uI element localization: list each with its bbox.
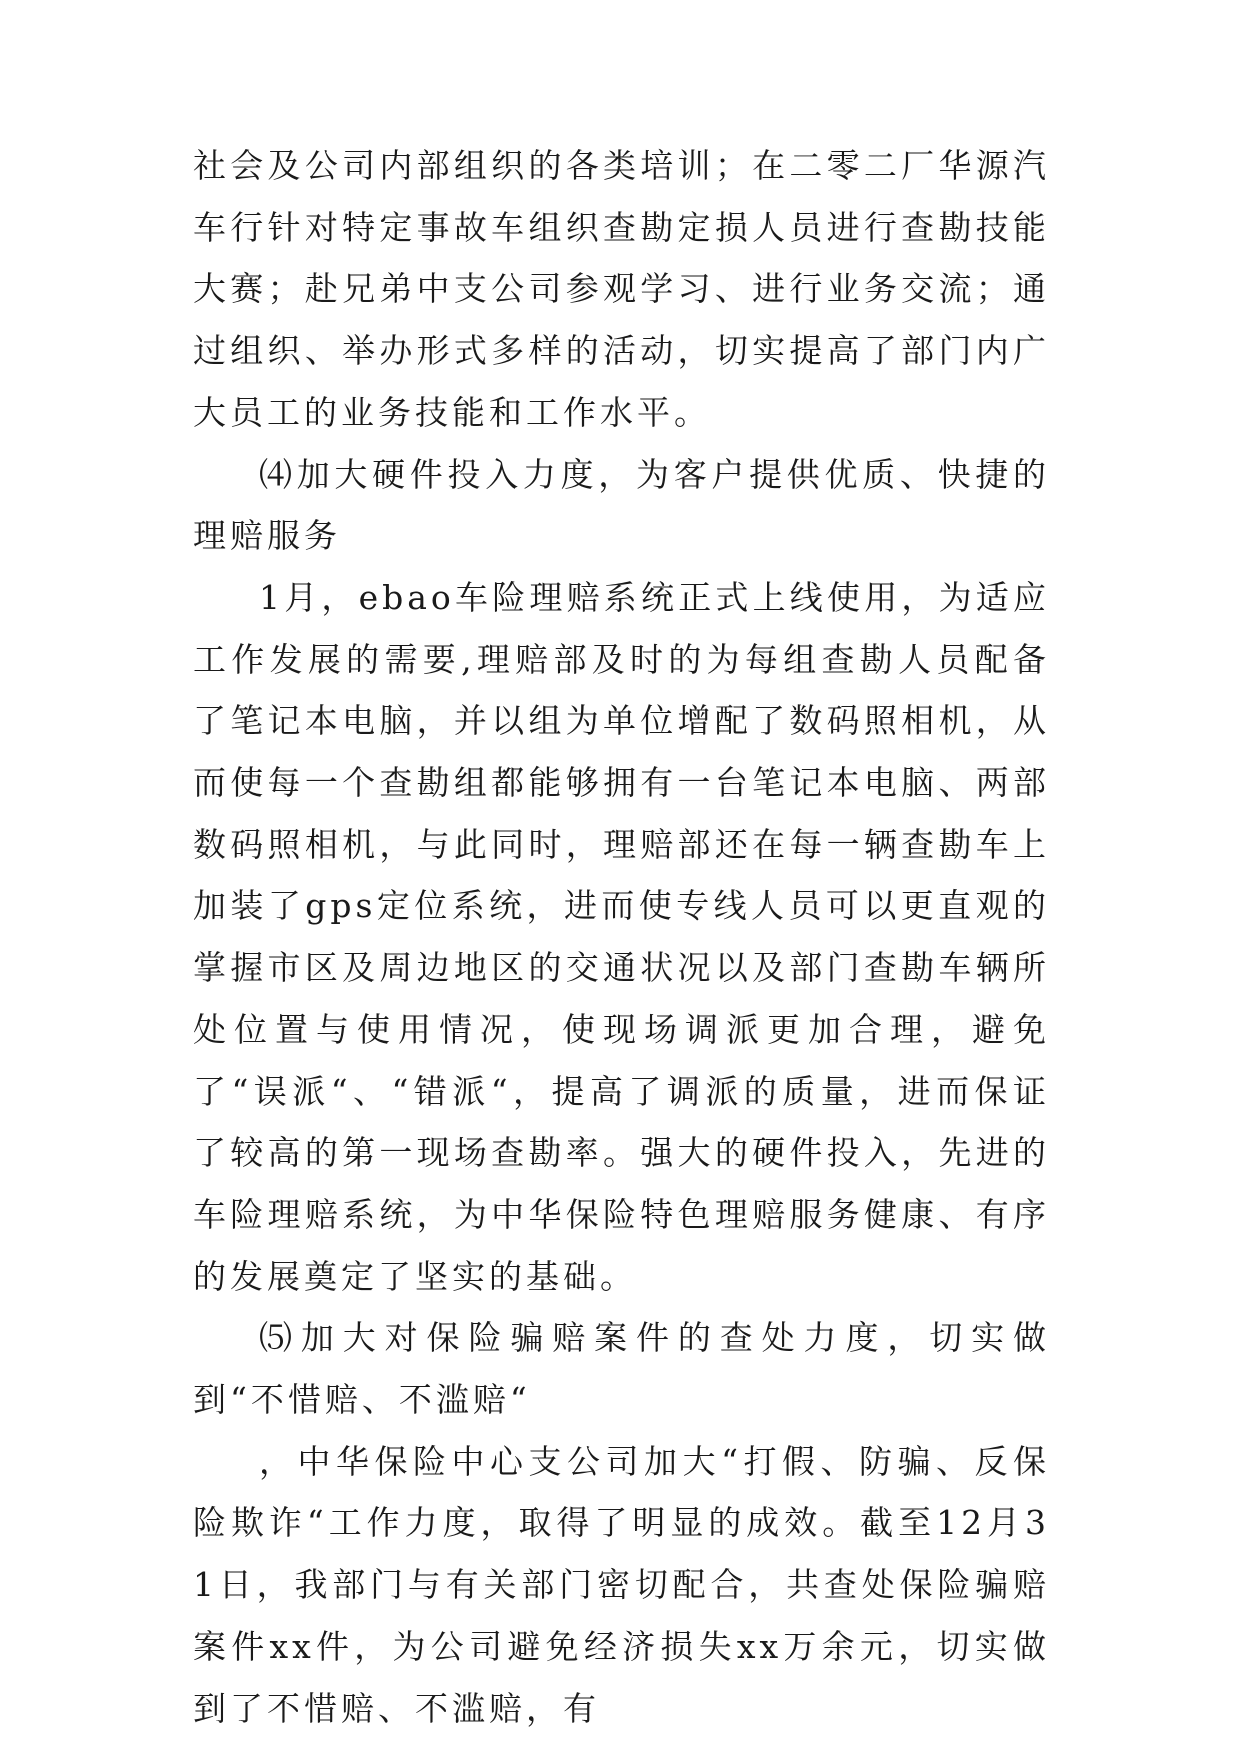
paragraph-fraud-investigation: ，中华保险中心支公司加大“打假、防骗、反保险欺诈“工作力度，取得了明显的成效。截至12月31日，我部门与有关部门密切配合，共查处保险骗赔案件xx件，为公司避免经济损失xx万余元，切实做到了不惜赔、不滥赔，有 (193, 1441, 1050, 1728)
paragraph-heading-hardware: ⑷加大硬件投入力度，为客户提供优质、快捷的理赔服务 (193, 454, 1050, 556)
paragraph-hardware-investment: 1月，ebao车险理赔系统正式上线使用，为适应工作发展的需要,理赔部及时的为每组查勘人员配备了笔记本电脑，并以组为单位增配了数码照相机，从而使每一个查勘组都能够拥有一台笔记本电脑、两部数码照相机，与此同时，理赔部还在每一辆查勘车上加装了gps定位系统，进而使专线人员可以更直观的掌握市区及周边地区的交通状况以及部门查勘车辆所处位置与使用情况，使现场调派更加合理，避免了“误派“、“错派“，提高了调派的质量，进而保证了较高的第一现场查勘率。强大的硬件投入，先进的车险理赔系统，为中华保险特色理赔服务健康、有序的发展奠定了坚实的基础。 (193, 577, 1050, 1296)
paragraph-heading-fraud: ⑸加大对保险骗赔案件的查处力度，切实做到“不惜赔、不滥赔“ (193, 1318, 1050, 1420)
document-body (193, 135, 1050, 1739)
paragraph-training: 社会及公司内部组织的各类培训；在二零二厂华源汽车行针对特定事故车组织查勘定损人员进行查勘技能大赛；赴兄弟中支公司参观学习、进行业务交流；通过组织、举办形式多样的活动，切实提高了部门内广大员工的业务技能和工作水平。 (193, 146, 1050, 432)
